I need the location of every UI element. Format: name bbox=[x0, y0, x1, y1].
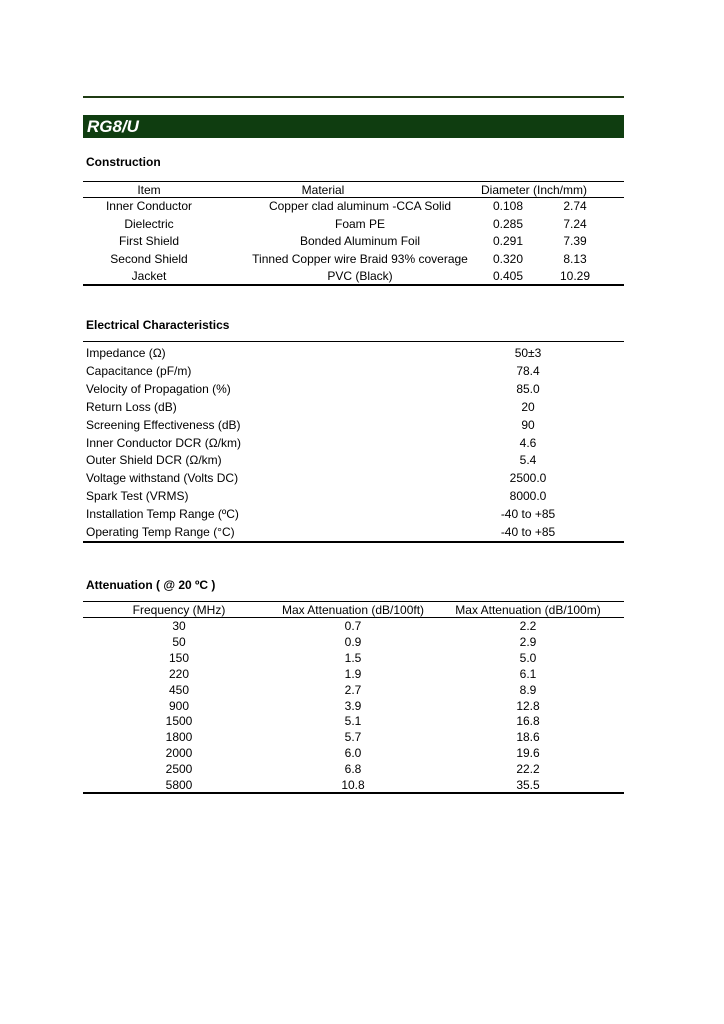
electrical-value: 5.4 bbox=[519, 453, 537, 467]
construction-diameter-mm: 7.39 bbox=[563, 234, 587, 248]
construction-diameter-mm: 2.74 bbox=[563, 199, 587, 213]
electrical-label: Capacitance (pF/m) bbox=[86, 364, 192, 378]
attenuation-100m: 19.6 bbox=[516, 746, 540, 760]
attenuation-100m: 22.2 bbox=[516, 762, 540, 776]
attenuation-100ft: 5.1 bbox=[344, 714, 362, 728]
attenuation-header-100m: Max Attenuation (dB/100m) bbox=[455, 603, 601, 617]
construction-material: Copper clad aluminum -CCA Solid bbox=[268, 199, 452, 213]
construction-material: PVC (Black) bbox=[327, 269, 393, 283]
electrical-label: Voltage withstand (Volts DC) bbox=[86, 471, 239, 485]
attenuation-heading: Attenuation ( @ 20 ºC ) bbox=[86, 578, 216, 592]
attenuation-100m: 6.1 bbox=[519, 667, 537, 681]
electrical-label: Outer Shield DCR (Ω/km) bbox=[86, 453, 222, 467]
attenuation-100ft: 6.0 bbox=[344, 746, 362, 760]
electrical-label: Installation Temp Range (ºC) bbox=[86, 507, 239, 521]
top-divider bbox=[83, 96, 624, 98]
electrical-value: 20 bbox=[521, 400, 535, 414]
construction-material: Foam PE bbox=[334, 217, 386, 231]
construction-diameter-inch: 0.108 bbox=[492, 199, 524, 213]
attenuation-frequency: 50 bbox=[172, 635, 186, 649]
construction-diameter-inch: 0.285 bbox=[492, 217, 524, 231]
electrical-value: 8000.0 bbox=[509, 489, 547, 503]
attenuation-frequency: 150 bbox=[168, 651, 190, 665]
attenuation-100m: 2.9 bbox=[519, 635, 537, 649]
attenuation-100m: 35.5 bbox=[516, 778, 540, 792]
construction-item: Inner Conductor bbox=[105, 199, 193, 213]
electrical-label: Inner Conductor DCR (Ω/km) bbox=[86, 436, 242, 450]
attenuation-100ft: 5.7 bbox=[344, 730, 362, 744]
attenuation-frequency: 220 bbox=[168, 667, 190, 681]
attenuation-frequency: 1500 bbox=[165, 714, 193, 728]
electrical-label: Impedance (Ω) bbox=[86, 346, 166, 360]
attenuation-100ft: 6.8 bbox=[344, 762, 362, 776]
attenuation-frequency: 900 bbox=[168, 699, 190, 713]
construction-diameter-mm: 8.13 bbox=[563, 252, 587, 266]
electrical-value: -40 to +85 bbox=[500, 525, 556, 539]
attenuation-100ft: 10.8 bbox=[341, 778, 365, 792]
attenuation-100m: 2.2 bbox=[519, 619, 537, 633]
attenuation-100ft: 1.5 bbox=[344, 651, 362, 665]
construction-header-rule bbox=[83, 197, 624, 198]
attenuation-100m: 5.0 bbox=[519, 651, 537, 665]
electrical-label: Screening Effectiveness (dB) bbox=[86, 418, 241, 432]
construction-top-rule bbox=[83, 181, 624, 182]
electrical-value: -40 to +85 bbox=[500, 507, 556, 521]
electrical-value: 78.4 bbox=[516, 364, 540, 378]
attenuation-100ft: 2.7 bbox=[344, 683, 362, 697]
construction-bottom-rule bbox=[83, 284, 624, 286]
construction-material: Bonded Aluminum Foil bbox=[299, 234, 421, 248]
attenuation-100m: 16.8 bbox=[516, 714, 540, 728]
construction-diameter-inch: 0.405 bbox=[492, 269, 524, 283]
electrical-label: Operating Temp Range (°C) bbox=[86, 525, 235, 539]
construction-item: Jacket bbox=[131, 269, 167, 283]
construction-material: Tinned Copper wire Braid 93% coverage bbox=[252, 252, 468, 266]
electrical-value: 2500.0 bbox=[509, 471, 547, 485]
attenuation-100m: 8.9 bbox=[519, 683, 537, 697]
construction-item: First Shield bbox=[118, 234, 180, 248]
attenuation-frequency: 1800 bbox=[165, 730, 193, 744]
construction-header-diameter: Diameter (Inch/mm) bbox=[480, 183, 588, 197]
attenuation-header-100ft: Max Attenuation (dB/100ft) bbox=[281, 603, 425, 617]
attenuation-top-rule bbox=[83, 601, 624, 602]
electrical-value: 50±3 bbox=[514, 346, 542, 360]
attenuation-header-rule bbox=[83, 617, 624, 618]
construction-diameter-mm: 10.29 bbox=[559, 269, 591, 283]
attenuation-frequency: 2000 bbox=[165, 746, 193, 760]
attenuation-100ft: 0.7 bbox=[344, 619, 362, 633]
electrical-heading: Electrical Characteristics bbox=[86, 318, 230, 332]
attenuation-100m: 18.6 bbox=[516, 730, 540, 744]
construction-header-item: Item bbox=[137, 183, 161, 197]
attenuation-100ft: 3.9 bbox=[344, 699, 362, 713]
attenuation-header-frequency: Frequency (MHz) bbox=[132, 603, 226, 617]
attenuation-100ft: 1.9 bbox=[344, 667, 362, 681]
attenuation-bottom-rule bbox=[83, 792, 624, 794]
electrical-label: Return Loss (dB) bbox=[86, 400, 177, 414]
construction-diameter-inch: 0.291 bbox=[492, 234, 524, 248]
page-title: RG8/U bbox=[83, 115, 624, 138]
construction-heading: Construction bbox=[86, 155, 161, 169]
attenuation-frequency: 30 bbox=[172, 619, 186, 633]
attenuation-100m: 12.8 bbox=[516, 699, 540, 713]
construction-item: Second Shield bbox=[110, 252, 188, 266]
construction-diameter-inch: 0.320 bbox=[492, 252, 524, 266]
electrical-top-rule bbox=[83, 341, 624, 342]
construction-diameter-mm: 7.24 bbox=[563, 217, 587, 231]
electrical-label: Spark Test (VRMS) bbox=[86, 489, 189, 503]
attenuation-frequency: 5800 bbox=[165, 778, 193, 792]
electrical-label: Velocity of Propagation (%) bbox=[86, 382, 231, 396]
attenuation-frequency: 2500 bbox=[165, 762, 193, 776]
attenuation-frequency: 450 bbox=[168, 683, 190, 697]
electrical-value: 85.0 bbox=[516, 382, 540, 396]
attenuation-100ft: 0.9 bbox=[344, 635, 362, 649]
electrical-bottom-rule bbox=[83, 541, 624, 543]
electrical-value: 90 bbox=[521, 418, 535, 432]
electrical-value: 4.6 bbox=[519, 436, 537, 450]
construction-item: Dielectric bbox=[124, 217, 174, 231]
construction-header-material: Material bbox=[301, 183, 345, 197]
